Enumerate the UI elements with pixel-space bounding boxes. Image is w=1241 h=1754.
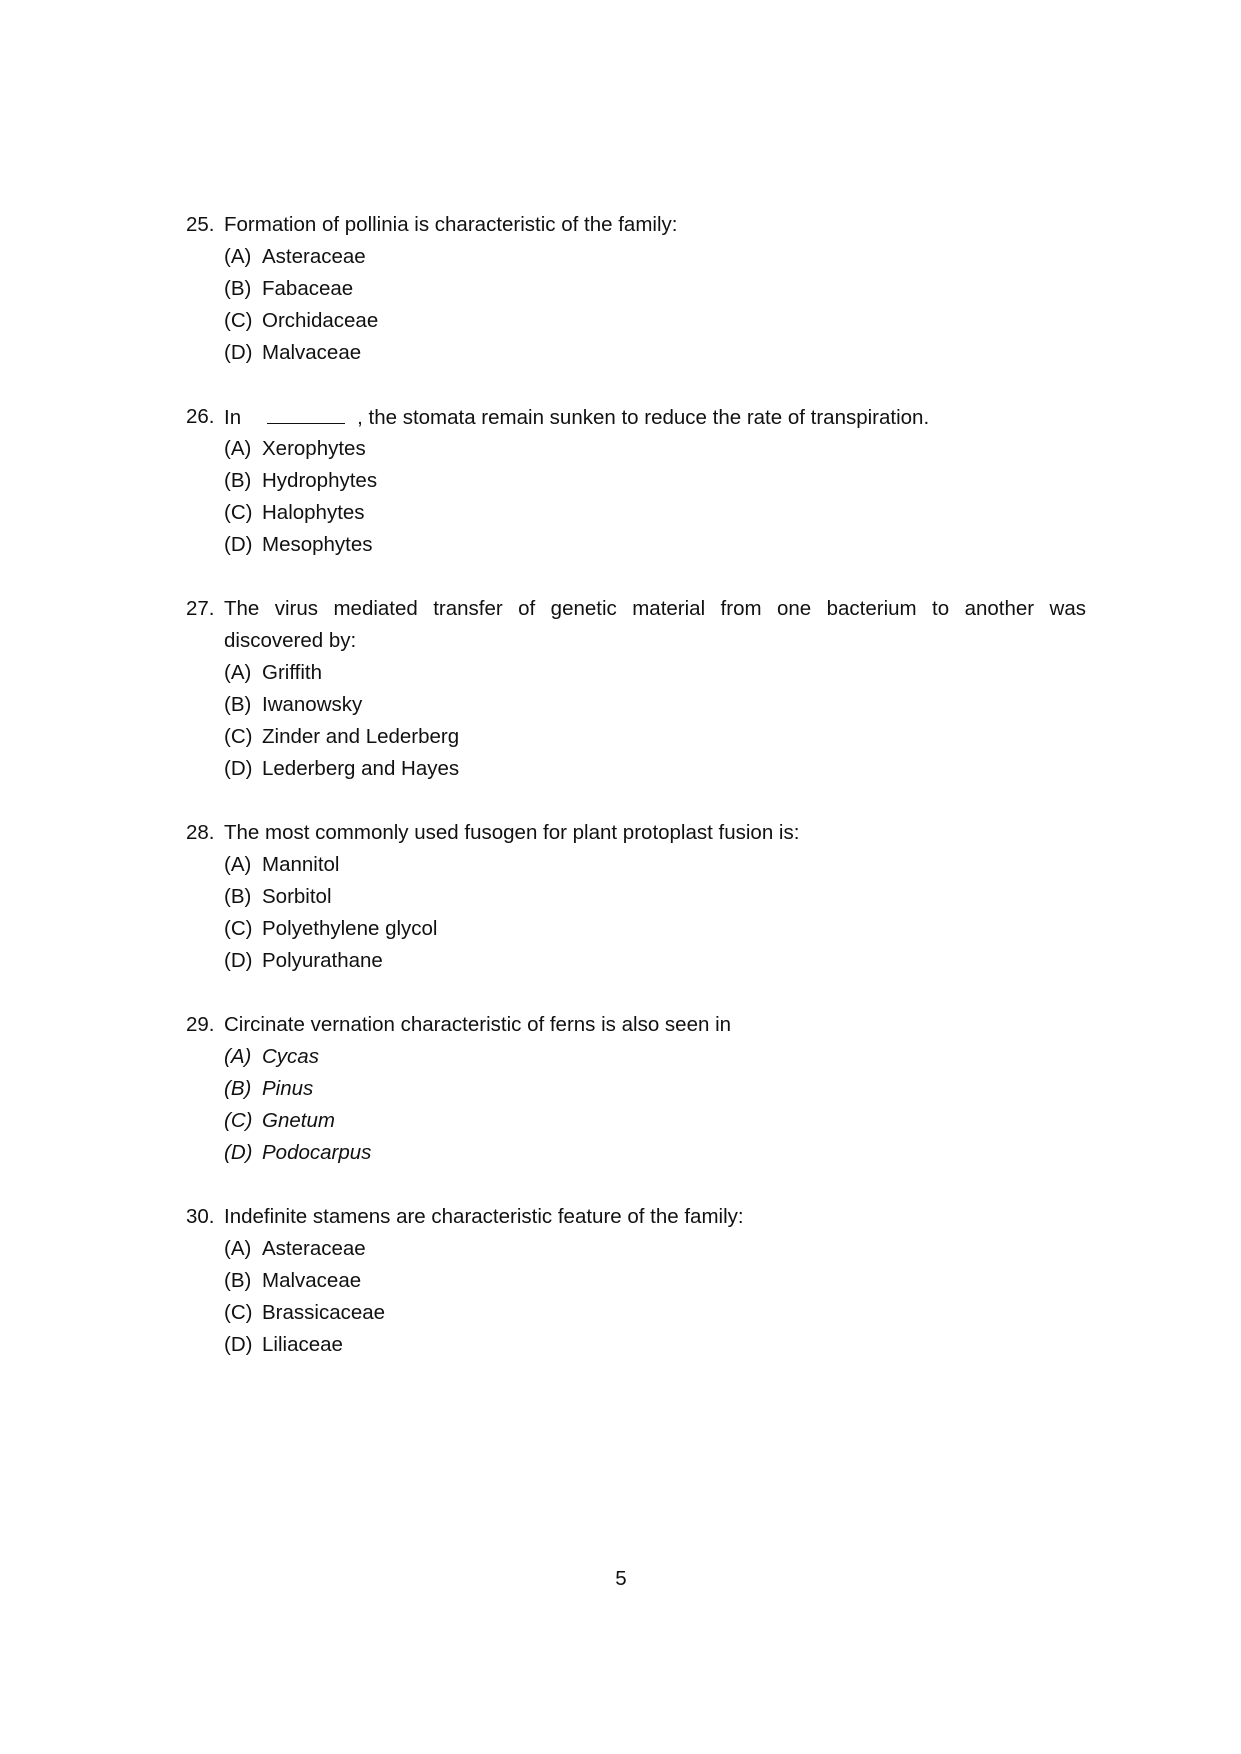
- option-text: Polyethylene glycol: [262, 917, 438, 940]
- option-text: Cycas: [262, 1045, 319, 1068]
- option-letter: (A): [224, 437, 252, 460]
- question-number: 30.: [186, 1205, 215, 1228]
- option-letter: (B): [224, 1077, 252, 1100]
- question-number: 26.: [186, 405, 215, 428]
- question-number: 25.: [186, 213, 215, 236]
- fill-in-blank: [267, 405, 345, 424]
- option-text: Polyurathane: [262, 949, 383, 972]
- question-number: 28.: [186, 821, 215, 844]
- option-text: Malvaceae: [262, 1269, 362, 1292]
- option-text: Lederberg and Hayes: [262, 757, 460, 780]
- option-text: Hydrophytes: [262, 469, 378, 492]
- option-letter: (B): [224, 693, 252, 716]
- option-letter: (C): [224, 501, 253, 524]
- question-text: Circinate vernation characteristic of ferns is also seen in: [224, 1013, 732, 1036]
- option-text: Malvaceae: [262, 341, 362, 364]
- option-text: Fabaceae: [262, 277, 354, 300]
- option-text: Iwanowsky: [262, 693, 363, 716]
- option-letter: (D): [224, 341, 253, 364]
- question-text-after: , the stomata remain sunken to reduce the rate of transpiration.: [357, 406, 930, 429]
- question-text: Indefinite stamens are characteristic feature of the family:: [224, 1205, 744, 1228]
- question-number: 27.: [186, 597, 215, 620]
- option-letter: (D): [224, 1333, 253, 1356]
- question-number: 29.: [186, 1013, 215, 1036]
- option-letter: (C): [224, 917, 253, 940]
- question-text: Formation of pollinia is characteristic of the family:: [224, 213, 678, 236]
- option-letter: (B): [224, 885, 252, 908]
- option-text: Halophytes: [262, 501, 365, 524]
- option-text: Griffith: [262, 661, 322, 684]
- option-letter: (A): [224, 853, 252, 876]
- option-letter: (C): [224, 309, 253, 332]
- option-text: Asteraceae: [262, 245, 366, 268]
- option-letter: (A): [224, 1045, 252, 1068]
- option-text: Pinus: [262, 1077, 314, 1100]
- option-text: Liliaceae: [262, 1333, 343, 1356]
- question-text: The most commonly used fusogen for plant protoplast fusion is:: [224, 821, 800, 844]
- option-letter: (B): [224, 277, 252, 300]
- option-letter: (C): [224, 1109, 253, 1132]
- option-text: Orchidaceae: [262, 309, 379, 332]
- option-letter: (D): [224, 949, 253, 972]
- page-number: 5: [615, 1567, 627, 1590]
- option-letter: (B): [224, 469, 252, 492]
- option-letter: (A): [224, 1237, 252, 1260]
- option-text: Zinder and Lederberg: [262, 725, 460, 748]
- option-text: Sorbitol: [262, 885, 332, 908]
- option-letter: (A): [224, 245, 252, 268]
- option-text: Asteraceae: [262, 1237, 366, 1260]
- option-letter: (D): [224, 1141, 253, 1164]
- option-letter: (C): [224, 725, 253, 748]
- option-text: Brassicaceae: [262, 1301, 386, 1324]
- option-text: Mesophytes: [262, 533, 373, 556]
- question-text: [224, 405, 929, 430]
- option-text: Xerophytes: [262, 437, 366, 460]
- option-text: Podocarpus: [262, 1141, 372, 1164]
- option-text: Gnetum: [262, 1109, 335, 1132]
- option-letter: (B): [224, 1269, 252, 1292]
- option-letter: (A): [224, 661, 252, 684]
- question-text-line-1: The virus mediated transfer of genetic material from one bacterium to another was: [224, 597, 1086, 620]
- question-text-line-2: discovered by:: [224, 629, 357, 652]
- option-letter: (D): [224, 533, 253, 556]
- option-letter: (C): [224, 1301, 253, 1324]
- option-text: Mannitol: [262, 853, 340, 876]
- option-letter: (D): [224, 757, 253, 780]
- question-text-before: In: [224, 406, 242, 429]
